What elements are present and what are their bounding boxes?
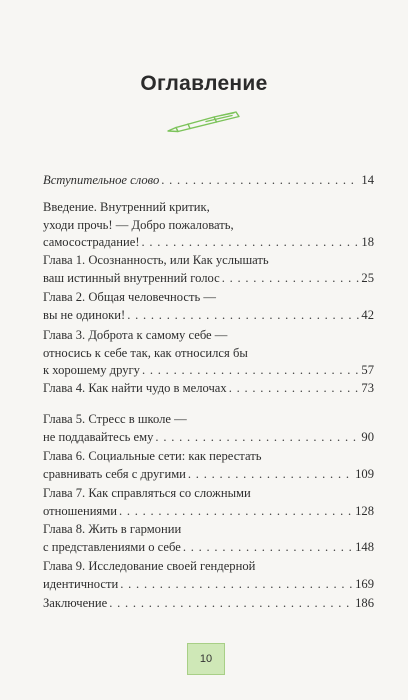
toc-entry-title-line: не поддавайтесь ему [43,429,154,444]
toc-page-number: 169 [355,576,374,591]
toc-entry-title-line: Вступительное слово [43,173,160,187]
dot-leader [188,466,353,484]
toc-entry-title-line: уходи прочь! — Добро пожаловать, [43,217,234,232]
toc-entry[interactable] [43,199,374,252]
toc-entry-last-line [43,466,374,484]
toc-page-number: 18 [361,235,374,249]
toc-page-number: 73 [361,381,374,395]
toc-entry-title-line: Глава 6. Социальные сети: как перестать [43,449,262,463]
dot-leader [161,172,359,190]
toc-entry-title-line: идентичности [43,576,119,591]
toc-page-number: 25 [361,270,374,285]
toc-entry-title-line: Глава 2. Общая человечность — [43,290,216,304]
dot-leader [142,234,360,252]
toc-page-number: 128 [355,503,374,518]
toc-entry-title-line: к хорошему другу [43,363,140,377]
toc-entry-title-line: Глава 8. Жить в гармонии [43,522,182,536]
toc-entry[interactable] [43,380,374,398]
dot-leader [155,429,359,447]
toc-entry-title-line: самосострадание! [43,235,140,249]
toc-entry-last-line [43,595,374,613]
toc-entry-title-line: Введение. Внутренний критик, [43,200,210,214]
toc-page-number: 109 [355,466,374,481]
toc-entry[interactable] [43,411,374,446]
toc-entry-last-line [43,576,374,594]
toc-entry-title-line: отношениями [43,503,117,518]
toc-entry-title-line: Глава 9. Исследование своей гендерной [43,559,256,573]
toc-entry[interactable] [43,595,374,613]
toc-entry-title-line: Глава 1. Осознанность, или Как услышать [43,253,269,267]
toc-entry-title-line: Глава 3. Доброта к самому себе — [43,328,228,342]
page-number: 10 [199,653,213,665]
dot-leader [127,307,359,325]
toc-entry[interactable] [43,448,374,483]
toc-page-number: 148 [355,539,374,554]
toc-entry-title-line: с представлениями о себе [43,539,181,554]
toc-page-number: 42 [361,307,374,322]
toc-entry[interactable] [43,289,374,324]
dot-leader [109,595,353,613]
toc-entry-last-line [43,172,374,190]
toc-entry-last-line [43,429,374,447]
toc-entry-last-line [43,234,374,252]
toc-entry[interactable] [43,252,374,287]
toc-entry-last-line [43,539,374,557]
toc-entry[interactable] [43,521,374,556]
toc-entry-title-line: относись к себе так, как относился бы [43,345,248,360]
toc-entry[interactable] [43,172,374,190]
dot-leader [183,539,353,557]
toc-entry-title-line: Глава 5. Стресс в школе — [43,412,187,426]
toc-entry-title-line: Заключение [43,596,108,610]
dot-leader [229,380,360,398]
dot-leader [222,270,360,288]
toc-entry-title-line: Глава 7. Как справляться со сложными [43,486,251,500]
page-number-badge [187,643,225,675]
toc-entry-last-line [43,362,374,380]
dot-leader [120,576,353,594]
toc-entry-title-line: сравнивать себя с другими [43,466,186,481]
toc-page-number: 90 [361,429,374,444]
toc-entry-last-line [43,270,374,288]
pen-icon [166,110,242,136]
page-title: Оглавление [140,72,268,95]
toc-entry[interactable] [43,485,374,520]
dot-leader [119,503,353,521]
toc-entry-last-line [43,503,374,521]
toc-entry-last-line [43,307,374,325]
toc-page-number: 186 [355,596,374,610]
dot-leader [142,362,359,380]
toc-page-number: 57 [361,363,374,377]
toc-entry-last-line [43,380,374,398]
toc-entry-title-line: вы не одиноки! [43,307,126,322]
toc-page-number: 14 [361,173,374,187]
toc-entry[interactable] [43,558,374,593]
toc-entry-title-line: Глава 4. Как найти чудо в мелочах [43,381,227,395]
toc-entry[interactable] [43,327,374,380]
toc-entry-title-line: ваш истинный внутренний голос [43,270,220,285]
